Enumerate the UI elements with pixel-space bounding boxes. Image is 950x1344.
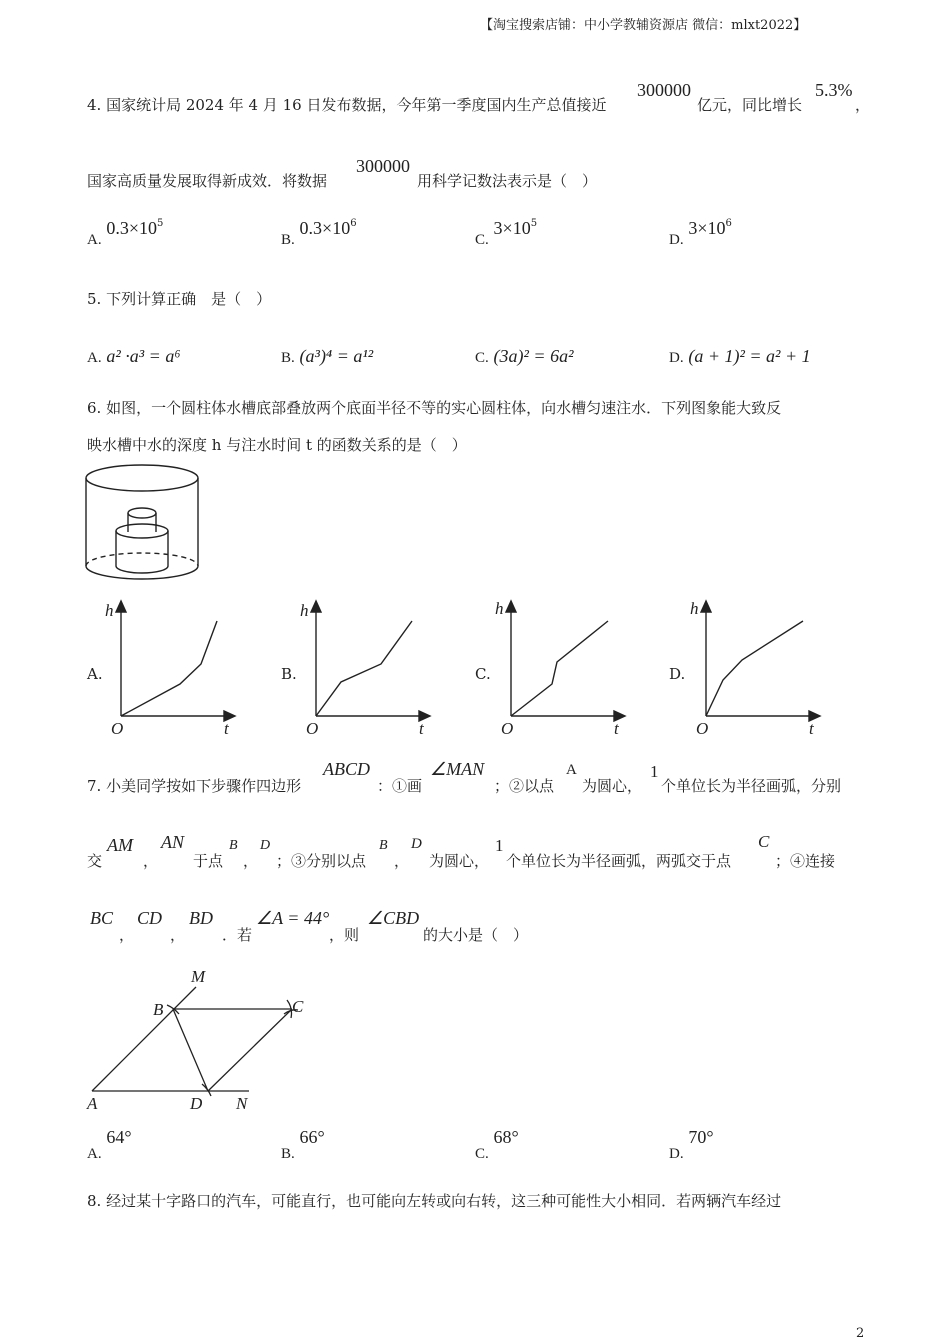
q7-am: AM xyxy=(107,835,133,855)
q7-comma-1: ， xyxy=(143,852,159,870)
q7-point-a: A xyxy=(566,762,577,778)
q6-d-ylabel: h xyxy=(690,599,699,618)
q6-b-origin: O xyxy=(306,719,319,738)
q6-stem-line1: 6. 如图，一个圆柱体水槽底部叠放两个底面半径不等的实心圆柱体，向水槽匀速注水．下列图象能大致反 xyxy=(87,399,782,417)
rhombus-construction-figure xyxy=(84,962,304,1117)
q7-option-a[interactable]: A. 64° xyxy=(87,1127,132,1162)
label-m: M xyxy=(191,967,206,986)
segment-bd xyxy=(173,1009,208,1091)
q7-line1-d: 为圆心， xyxy=(582,777,643,795)
q7-line2-e: 个单位长为半径画弧，两弧交于点 xyxy=(506,852,732,870)
q7-comma-5: ， xyxy=(170,926,186,944)
q4-option-a[interactable]: A. $0.3\times 10^5$ xyxy=(87,218,164,248)
q7-comma-3: ， xyxy=(394,852,410,870)
q6-graph-d[interactable] xyxy=(685,596,835,741)
q7-line2-b: 于点 xyxy=(193,852,224,870)
q6-a-xlabel: t xyxy=(224,719,229,738)
label-n: N xyxy=(236,1094,248,1113)
q7-abcd: ABCD xyxy=(323,759,370,779)
q6-c-origin: O xyxy=(501,719,514,738)
q7-comma-2: ， xyxy=(243,852,259,870)
q6-graph-b[interactable] xyxy=(295,596,445,741)
q7-line1-a: 7. 小美同学按如下步骤作四边形 xyxy=(87,777,302,795)
q6-d-xlabel: t xyxy=(809,719,814,738)
q7-line3-a: ．若 xyxy=(222,926,253,944)
q6-a-origin: O xyxy=(111,719,124,738)
q7-line1-b: ：①画 xyxy=(377,777,423,795)
q7-point-c: C xyxy=(758,832,770,851)
q7-line2-f: ；④连接 xyxy=(775,852,836,870)
q7-point-b: B xyxy=(229,838,238,853)
q4-number-2: 300000 xyxy=(356,156,410,176)
q7-option-d[interactable]: D. 70° xyxy=(669,1127,714,1162)
label-b: B xyxy=(153,1000,164,1019)
q7-angle-a: ∠A = 44° xyxy=(256,908,330,928)
q6-graph-a[interactable] xyxy=(100,596,250,741)
page-header: 【淘宝搜索店铺：中小学教辅资源店 微信：mlxt2022】 xyxy=(480,18,807,33)
ray-am xyxy=(92,987,196,1091)
q4-stem-line2b: 用科学记数法表示是（ ） xyxy=(417,172,598,190)
q4-option-b[interactable]: B. $0.3\times 10^6$ xyxy=(281,218,357,248)
q5-stem: 5. 下列计算正确 是（ ） xyxy=(87,290,272,308)
q4-stem-line1b: 亿元，同比增长 xyxy=(697,96,803,114)
q6-option-b-label: B. xyxy=(281,665,297,683)
q6-option-d-label: D. xyxy=(669,665,686,683)
q4-option-d[interactable]: D. $3\times 10^6$ xyxy=(669,218,732,248)
q7-cd: CD xyxy=(137,908,163,928)
q6-option-c-label: C. xyxy=(475,665,491,683)
q7-line2-c: ；③分别以点 xyxy=(276,852,367,870)
q7-angle-cbd: ∠CBD xyxy=(367,908,420,928)
q7-line2-d: 为圆心， xyxy=(429,852,490,870)
q7-one-2: 1 xyxy=(495,836,504,855)
q7-option-b[interactable]: B. 66° xyxy=(281,1127,325,1162)
q7-line2-a: 交 xyxy=(87,852,103,870)
q4-stem-line1a: 4. 国家统计局 2024 年 4 月 16 日发布数据，今年第一季度国内生产总值接近 xyxy=(87,96,607,114)
q7-line1-c: ；②以点 xyxy=(494,777,555,795)
q6-option-a-label: A. xyxy=(87,665,103,683)
q7-line1-e: 个单位长为半径画弧，分别 xyxy=(661,777,842,795)
q7-point-d-2: D xyxy=(411,836,422,852)
q5-option-c[interactable]: C. (3a)² = 6a² xyxy=(475,346,574,366)
label-d: D xyxy=(190,1094,203,1113)
label-a: A xyxy=(87,1094,98,1113)
q6-c-xlabel: t xyxy=(614,719,619,738)
q7-point-b-2: B xyxy=(379,838,388,853)
q6-stem-line2: 映水槽中水的深度 h 与注水时间 t 的函数关系的是（ ） xyxy=(87,436,467,454)
q7-angle-man: ∠MAN xyxy=(430,759,485,779)
q7-an: AN xyxy=(161,832,185,852)
q6-graph-c[interactable] xyxy=(490,596,640,741)
q4-percent: 5.3% xyxy=(815,80,853,100)
segment-cd xyxy=(208,1009,292,1091)
q7-option-c[interactable]: C. 68° xyxy=(475,1127,519,1162)
q4-stem-line2a: 国家高质量发展取得新成效．将数据 xyxy=(87,172,328,190)
q5-option-d[interactable]: D. (a + 1)² = a² + 1 xyxy=(669,346,811,366)
water-tank-figure xyxy=(84,462,204,584)
q6-c-ylabel: h xyxy=(495,599,504,618)
q7-line3-c: 的大小是（ ） xyxy=(423,926,529,944)
q7-one-1: 1 xyxy=(650,762,659,781)
q7-comma-4: ， xyxy=(119,926,135,944)
q7-bd: BD xyxy=(189,908,213,928)
q4-comma: ， xyxy=(855,96,871,114)
q8-stem-line1: 8. 经过某十字路口的汽车，可能直行，也可能向左转或向右转，这三种可能性大小相同．若两辆汽车经过 xyxy=(87,1192,782,1210)
q6-b-xlabel: t xyxy=(419,719,424,738)
q4-number: 300000 xyxy=(637,80,691,100)
page-number: 2 xyxy=(856,1326,865,1341)
q6-b-ylabel: h xyxy=(300,601,309,620)
q6-a-ylabel: h xyxy=(105,601,114,620)
label-c: C xyxy=(292,997,304,1016)
q7-line3-b: ，则 xyxy=(329,926,360,944)
q5-option-b[interactable]: B. (a³)⁴ = a¹² xyxy=(281,346,374,366)
q5-option-a[interactable]: A. a² ·a³ = a⁶ xyxy=(87,346,181,366)
q7-point-d: D xyxy=(260,838,271,853)
q4-option-c[interactable]: C. $3\times 10^5$ xyxy=(475,218,538,248)
q6-d-origin: O xyxy=(696,719,709,738)
q7-bc: BC xyxy=(90,908,114,928)
